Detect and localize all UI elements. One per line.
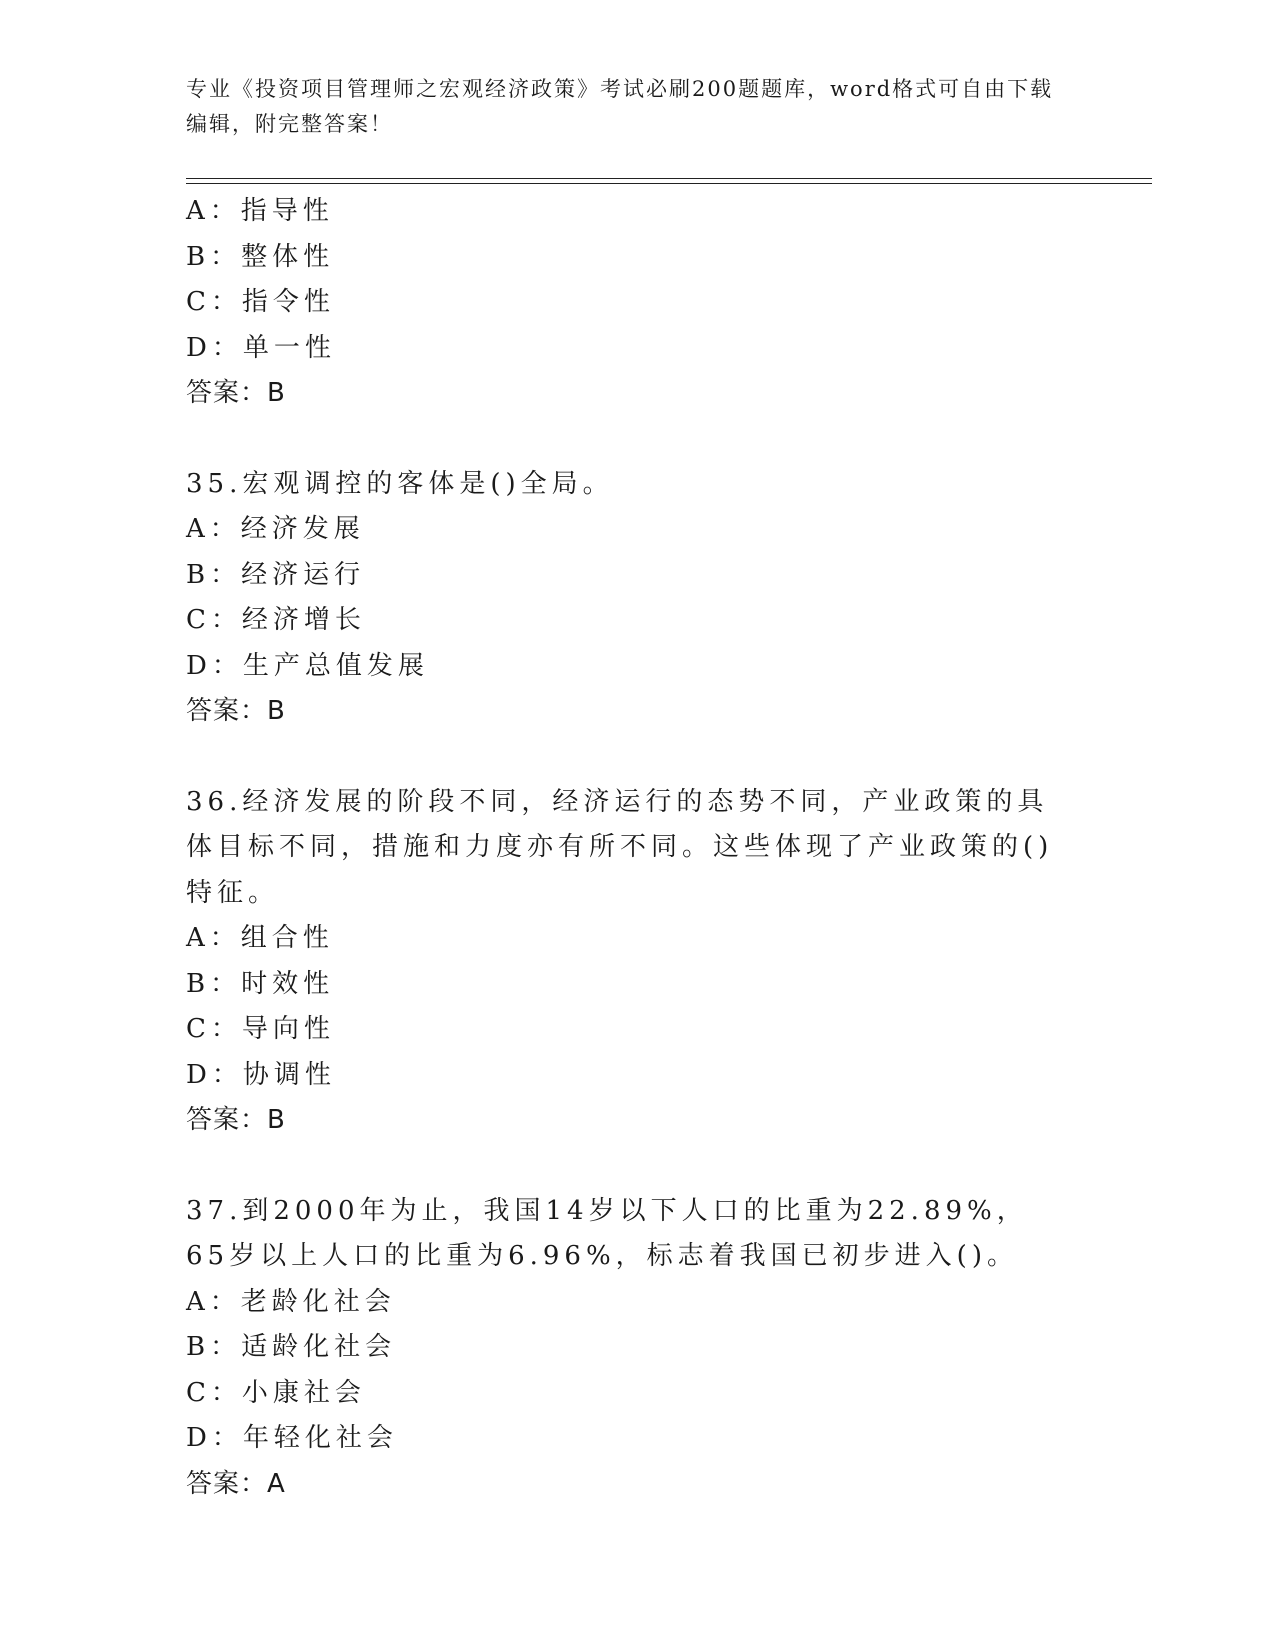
question-list: [186, 189, 1106, 1507]
option-d: D：生产总值发展: [186, 650, 429, 681]
option-c: C：经济增长: [186, 605, 366, 635]
option-b: B：时效性: [186, 968, 335, 999]
question-34-continued: [186, 189, 1106, 417]
option-b: B：经济运行: [186, 559, 366, 590]
option-a: A：老龄化社会: [186, 1286, 396, 1317]
document-header: 专业《投资项目管理师之宏观经济政策》考试必刷200题题库，word格式可自由下载编辑，附完整答案！: [186, 77, 1054, 136]
header-divider-bottom: [186, 183, 1152, 184]
option-b: B：整体性: [186, 241, 335, 272]
option-a: A：指导性: [186, 196, 334, 226]
question-37: [186, 1189, 1106, 1508]
question-stem: 37.到2000年为止，我国14岁以下人口的比重为22.89%，65岁以上人口的比重为6.96%，标志着我国已初步进入()。: [186, 1195, 1028, 1271]
option-c: C：导向性: [186, 1014, 335, 1044]
spacer: [186, 417, 1106, 462]
question-35: [186, 462, 1106, 735]
spacer: [186, 1144, 1106, 1189]
option-b: B：适龄化社会: [186, 1332, 397, 1362]
spacer: [186, 735, 1106, 780]
option-a: A：经济发展: [186, 514, 365, 544]
option-a: A：组合性: [186, 923, 334, 953]
option-c: C：小康社会: [186, 1377, 366, 1408]
option-d: D：单一性: [186, 332, 336, 363]
answer-line: 答案：B: [186, 1105, 286, 1135]
question-stem: 36.经济发展的阶段不同，经济运行的态势不同，产业政策的具体目标不同，措施和力度亦有所不同。这些体现了产业政策的()特征。: [186, 786, 1054, 908]
header-divider-top: [186, 178, 1152, 179]
option-c: C：指令性: [186, 287, 335, 317]
answer-line: 答案：B: [186, 378, 286, 408]
option-d: D：协调性: [186, 1059, 336, 1090]
answer-line: 答案：A: [186, 1468, 286, 1499]
answer-line: 答案：B: [186, 696, 286, 726]
question-36: [186, 780, 1106, 1144]
question-stem: 35.宏观调控的客体是()全局。: [186, 468, 614, 499]
option-d: D：年轻化社会: [186, 1423, 398, 1453]
